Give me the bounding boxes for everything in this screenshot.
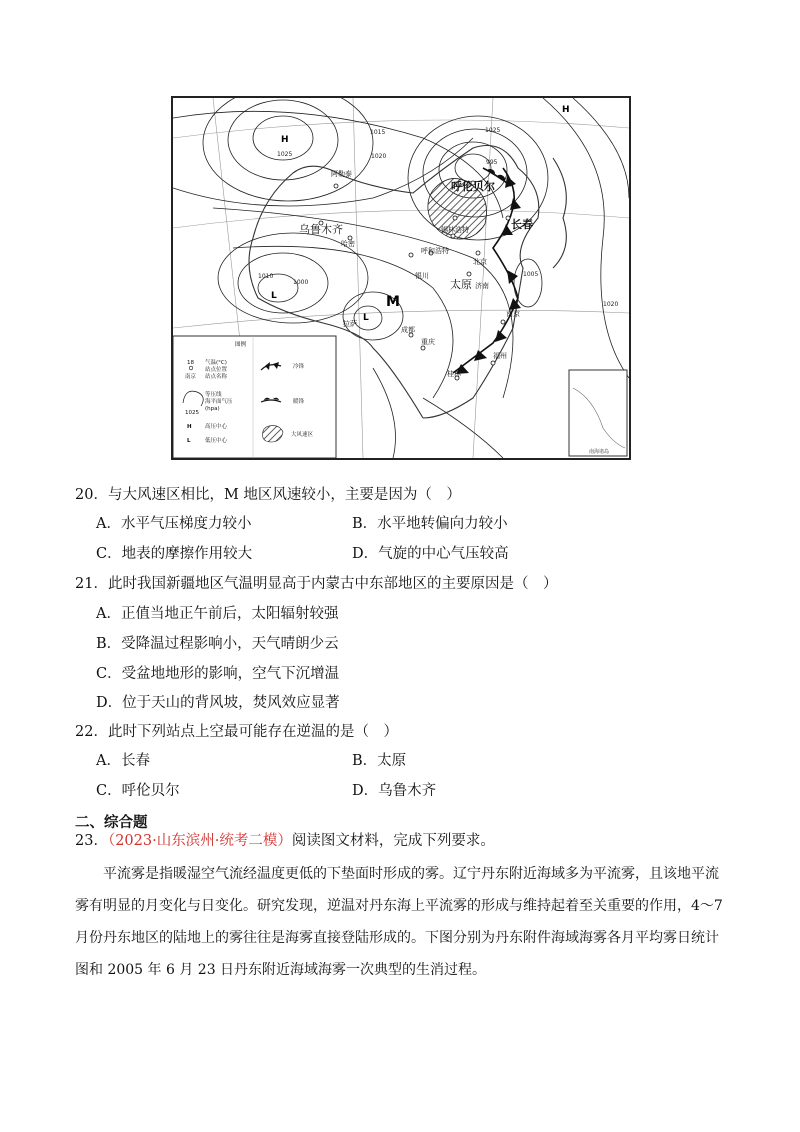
legend-low-label: 低压中心 [205,438,228,444]
isobar-value: 1020 [603,301,619,308]
isobar-value: 1025 [485,127,501,134]
material-line: 图和 2005 年 6 月 23 日丹东附近海域海雾一次典型的生消过程。 [75,962,487,978]
legend-station-name: 南京 [185,374,197,380]
city-xilinhaote: 锡林浩特 [441,226,469,234]
low-center-west: L [271,291,277,301]
question-23-header [75,831,495,851]
material-line: 雾有明显的月变化与日变化。研究发现，逆温对丹东海上平流雾的形成与维持起着至关重要的作用，4～7 [75,898,723,914]
material-line: 平流雾是指暖湿空气流经温度更低的下垫面时形成的雾。辽宁丹东附近海域多为平流雾，且该地平流 [103,866,719,882]
question-21-option-b[interactable]: B．受降温过程影响小，天气晴朗少云 [96,636,339,652]
legend-low-symbol: L [187,438,191,444]
question-22-option-b[interactable]: B．太原 [352,753,407,769]
question-20-option-c[interactable]: C．地表的摩擦作用较大 [96,546,253,562]
isobar-value: 1000 [293,279,309,286]
legend-title: 图例 [235,342,247,348]
m-area-label: M [386,294,400,310]
city-huhelunbeier: 呼伦贝尔 [451,180,495,193]
question-22-option-d[interactable]: D．乌鲁木齐 [352,783,437,799]
city-huhehaote: 呼和浩特 [421,247,449,255]
weather-map [171,96,631,460]
high-center-east: H [562,105,570,115]
question-20-option-d[interactable]: D．气旋的中心气压较高 [352,546,509,562]
material-line: 月份丹东地区的陆地上的雾往往是海雾直接登陆形成的。下图分别为丹东附件海域海雾各月平均雾日统计 [75,930,719,946]
city-beijing: 北京 [473,258,487,266]
city-chengdu: 成都 [401,326,415,334]
city-fuzhou: 福州 [493,352,507,360]
legend-isobar-label: 等压线 [205,392,222,398]
map-legend [173,336,336,458]
legend-station-label: 站点位置 [205,367,228,373]
legend-station-label: 气温(°C) [205,360,227,366]
question-23-number: 23． [75,833,108,849]
south-china-sea-inset [569,370,627,456]
isobar-value: 1015 [370,129,386,136]
legend-station-temp: 18 [187,360,194,366]
question-21-option-d[interactable]: D．位于天山的背风坡，焚风效应显著 [96,695,340,711]
isobar-value: 1020 [371,153,387,160]
low-center-south: L [363,313,369,323]
legend-warm-front-label: 暖锋 [293,399,305,405]
city-yinchuan: 银川 [415,272,429,280]
legend-isobar-value: 1025 [185,410,199,416]
legend-high-symbol: H [187,424,192,430]
question-21-stem: 21．此时我国新疆地区气温明显高于内蒙古中东部地区的主要原因是（ ） [75,576,558,592]
city-wulumuqi: 乌鲁木齐 [299,223,343,236]
question-20-stem: 20．与大风速区相比，M 地区风速较小，主要是因为（ ） [75,487,461,503]
legend-high-label: 高压中心 [205,424,228,430]
legend-station-label: 站点名称 [205,374,228,380]
city-jinan: 济南 [475,282,489,290]
isobar-value: 1025 [277,151,293,158]
city-guilin: 桂林 [447,370,461,378]
question-20-option-a[interactable]: A．水平气压梯度力较小 [96,516,252,532]
legend-isobar-label: (hpa) [205,406,220,412]
city-chongqing: 重庆 [421,338,435,346]
high-center-west: H [281,135,289,145]
city-nanjing: 南京 [506,310,520,318]
question-22-option-c[interactable]: C．呼伦贝尔 [96,783,180,799]
question-23-instruction: 阅读图文材料，完成下列要求。 [291,833,495,849]
city-hami: 哈密 [341,240,355,248]
question-22-option-a[interactable]: A．长春 [96,753,150,769]
weather-map-drawing [173,98,629,458]
question-20-option-b[interactable]: B．水平地转偏向力较小 [352,516,508,532]
legend-cold-front-label: 冷锋 [293,364,305,370]
legend-isobar-label: 海平面气压 [205,399,233,405]
legend-station-dot [189,366,193,370]
isobar-value: 1010 [258,273,274,280]
legend-wind-area-label: 大风速区 [291,432,314,438]
question-21-option-a[interactable]: A．正值当地正午前后，太阳辐射较强 [96,606,339,622]
question-21-option-c[interactable]: C．受盆地地形的影响，空气下沉增温 [96,666,340,682]
isobar-value: 995 [486,159,498,166]
question-23-material [75,858,735,986]
section-title: 二、综合题 [75,815,148,831]
city-lasa: 拉萨 [343,320,357,328]
inset-label: 南海诸岛 [589,449,610,455]
city-aletai: 阿勒泰 [331,170,352,178]
isobar-value: 1005 [523,271,539,278]
city-changchun: 长春 [511,218,533,231]
city-taiyuan: 太原 [450,278,472,291]
question-23-source: （2023·山东滨州·统考二模） [107,833,292,849]
question-22-stem: 22．此时下列站点上空最可能存在逆温的是（ ） [75,724,398,740]
